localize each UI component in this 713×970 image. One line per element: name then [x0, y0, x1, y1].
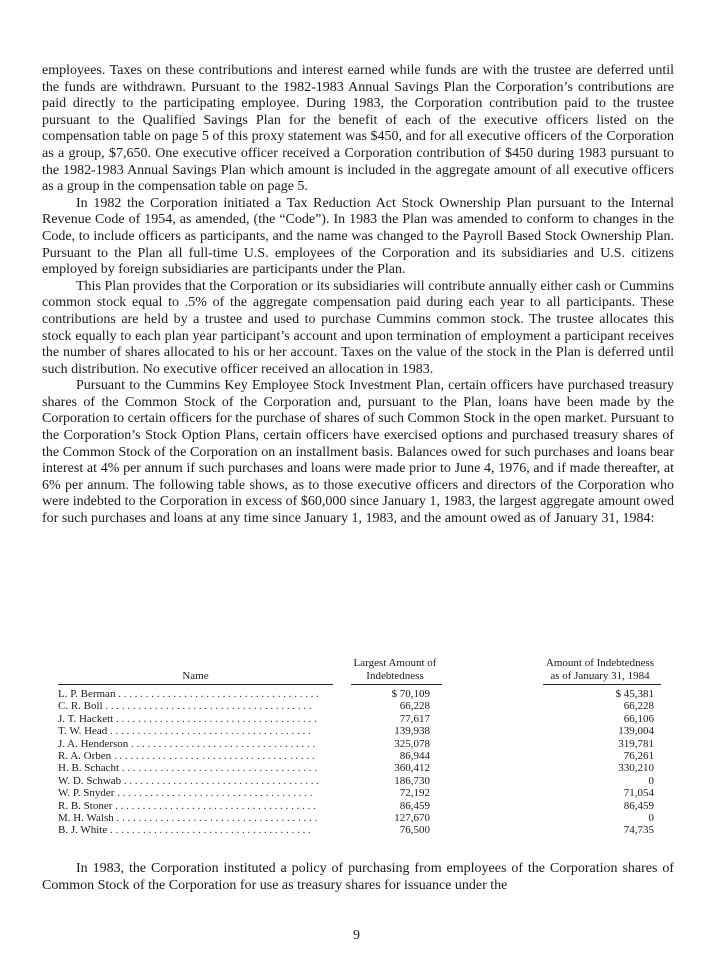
cell-largest: 77,617	[399, 712, 430, 725]
cell-owed: 86,459	[623, 799, 654, 812]
paragraph-tax-reduction-plan: In 1982 the Corporation initiated a Tax Reduction Act Stock Ownership Plan pursuant to the Internal Revenue Code of 1954, as amended, (the “Code”). In 1983 the Plan was amended to conform to changes in the Code, to include officers as participants, and the name was changed to the Payroll Based Stock Ownership Plan. Pursuant to the Plan all full-time U.S. employees of the Corporation and its subsidiaries and U.S. citizens employed by foreign subsidiaries are participants under the Plan.	[42, 195, 674, 278]
closing-text	[42, 860, 674, 894]
table-row: W. P. Snyder . . . . . . . . . . . . . . . . . . . . . . . . . . . . . . . . . . . . 72,192 71,054	[58, 787, 654, 800]
paragraph-plan-contributions: This Plan provides that the Corporation or its subsidiaries will contribute annually either cash or Cummins common stock equal to .5% of the aggregate compensation paid during each year to all participants. These contributions are held by a trustee and used to purchase Cummins common stock. The trustee allocates this stock equally to each plan year participant’s account and upon termination of employment a participant receives the number of shares allocated to his or her account. Taxes on the value of the stock in the Plan is deferred until such distribution. No executive officer received an allocation in 1983.	[42, 278, 674, 377]
header-largest-amount: Largest Amount of Indebtedness	[353, 657, 437, 682]
cell-owed: 66,228	[623, 700, 654, 713]
table-body	[58, 688, 662, 837]
cell-largest: 76,500	[399, 824, 430, 837]
cell-largest: $ 70,109	[391, 688, 430, 700]
cell-largest: 360,412	[394, 762, 430, 775]
table-row: R. A. Orben . . . . . . . . . . . . . . . . . . . . . . . . . . . . . . . . . . . . . 86,944 76,261	[58, 749, 654, 762]
cell-largest: 66,228	[399, 700, 430, 713]
cell-name: T. W. Head	[58, 725, 108, 738]
header-rule	[351, 684, 442, 685]
cell-owed: 74,735	[623, 824, 654, 837]
cell-largest: 86,459	[399, 799, 430, 812]
cell-name: J. T. Hackett	[58, 712, 114, 725]
paragraph-stock-investment-plan: Pursuant to the Cummins Key Employee Stock Investment Plan, certain officers have purchased treasury shares of the Common Stock of the Corporation and, pursuant to the Plan, loans have been made by the Corporation to certain officers for the purchase of shares of such Common Stock in the open market. Pursuant to the Corporation’s Stock Option Plans, certain officers have exercised options and purchased treasury shares of the Common Stock of the Corporation on an installment basis. Balances owed for such purchases and loans bear interest at 4% per annum if such purchases and loans were made prior to June 4, 1976, and if made thereafter, at 6% per annum. The following table shows, as to those executive officers and directors of the Corporation who were indebted to the Corporation in excess of $60,000 since January 1, 1983, the largest aggregate amount owed for such purchases and loans at any time since January 1, 1983, and the amount owed as of January 31, 1984:	[42, 378, 674, 527]
header-rule	[543, 684, 661, 685]
header-name: Name	[182, 669, 209, 682]
table-row: B. J. White . . . . . . . . . . . . . . . . . . . . . . . . . . . . . . . . . . . . . 76,500 74,735	[58, 824, 654, 837]
header-rule	[58, 684, 333, 685]
cell-owed: 76,261	[623, 749, 654, 762]
paragraph-continuation: employees. Taxes on these contributions and interest earned while funds are with the trustee are deferred until the funds are withdrawn. Pursuant to the 1982-1983 Annual Savings Plan the Corporation’s contributions are paid directly to the participating employee. During 1983, the Corporation contribution paid to the trustee pursuant to the Qualified Savings Plan for the benefit of each of the executive officers listed on the compensation table on page 5 of this proxy statement was $450, and for all executive officers of the Corporation as a group, $7,650. One executive officer received a Corporation contribution of $450 during 1983 pursuant to the 1982-1983 Annual Savings Plan which amount is included in the aggregate amount of all executive officers as a group in the compensation table on page 5.	[42, 63, 674, 195]
body-text	[42, 63, 674, 528]
table-row: R. B. Stoner . . . . . . . . . . . . . . . . . . . . . . . . . . . . . . . . . . . . . 86,459 86,459	[58, 799, 654, 812]
cell-name: L. P. Berman	[58, 688, 116, 700]
cell-largest: 86,944	[399, 749, 430, 762]
cell-owed: 0	[648, 774, 654, 787]
table-row: J. T. Hackett . . . . . . . . . . . . . . . . . . . . . . . . . . . . . . . . . . . . . 77,617 66,106	[58, 712, 654, 725]
cell-owed: 330,210	[618, 762, 654, 775]
cell-largest: 139,938	[394, 725, 430, 738]
cell-owed: 71,054	[623, 787, 654, 800]
table-row: T. W. Head . . . . . . . . . . . . . . . . . . . . . . . . . . . . . . . . . . . . . 139,938 139,004	[58, 725, 654, 738]
cell-largest: 325,078	[394, 737, 430, 750]
cell-name: M. H. Walsh	[58, 811, 114, 824]
paragraph-treasury-policy: In 1983, the Corporation instituted a policy of purchasing from employees of the Corporation shares of Common Stock of the Corporation for use as treasury shares for issuance under the	[42, 861, 674, 893]
table-row: H. B. Schacht . . . . . . . . . . . . . . . . . . . . . . . . . . . . . . . . . . . . 360,412 330,210	[58, 762, 654, 775]
page-number: 9	[353, 928, 360, 943]
cell-name: J. A. Henderson	[58, 737, 129, 750]
cell-owed: 319,781	[618, 737, 654, 750]
cell-name: R. B. Stoner	[58, 799, 113, 812]
cell-name: R. A. Orben	[58, 749, 112, 762]
table-row: J. A. Henderson . . . . . . . . . . . . . . . . . . . . . . . . . . . . . . . . . . 325,078 319,781	[58, 737, 654, 750]
cell-name: H. B. Schacht	[58, 762, 120, 775]
cell-name: W. D. Schwab	[58, 774, 122, 787]
table-row: W. D. Schwab . . . . . . . . . . . . . . . . . . . . . . . . . . . . . . . . . . . . 186,730 0	[58, 774, 654, 787]
cell-largest: 127,670	[394, 811, 430, 824]
indebtedness-table	[58, 632, 662, 837]
cell-name: C. R. Boll	[58, 700, 103, 713]
table-row: M. H. Walsh . . . . . . . . . . . . . . . . . . . . . . . . . . . . . . . . . . . . . 127,670 0	[58, 811, 654, 824]
table-row: L. P. Berman . . . . . . . . . . . . . . . . . . . . . . . . . . . . . . . . . . . . . $ 70,109 $ 45,381	[58, 688, 654, 700]
cell-largest: 186,730	[394, 774, 430, 787]
cell-largest: 72,192	[399, 787, 430, 800]
table-row: C. R. Boll . . . . . . . . . . . . . . . . . . . . . . . . . . . . . . . . . . . . . . 66,228 66,228	[58, 700, 654, 713]
cell-name: B. J. White	[58, 824, 108, 837]
header-amount-owed: Amount of Indebtedness as of January 31, 1984	[545, 657, 655, 682]
cell-owed: $ 45,381	[615, 688, 654, 700]
cell-owed: 139,004	[618, 725, 654, 738]
cell-name: W. P. Snyder	[58, 787, 115, 800]
cell-owed: 66,106	[623, 712, 654, 725]
cell-owed: 0	[648, 811, 654, 824]
table-header	[58, 632, 662, 682]
